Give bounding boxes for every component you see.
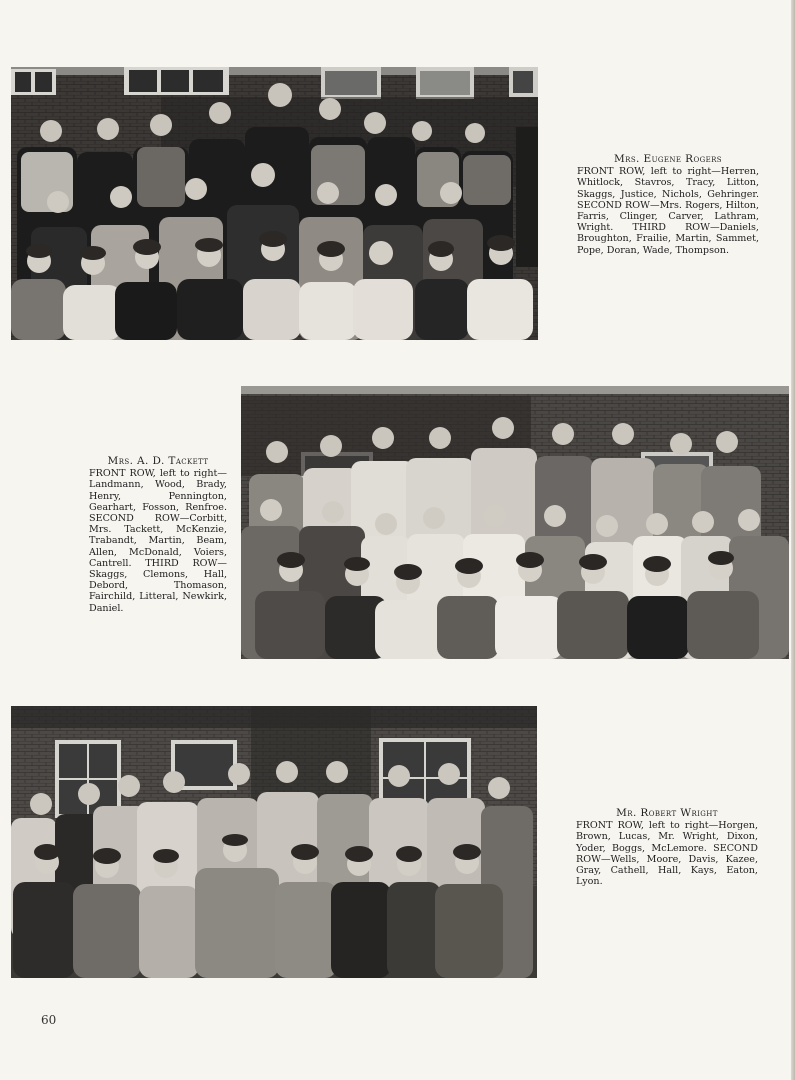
class-photo-rogers	[11, 67, 538, 340]
page-edge	[791, 0, 795, 1080]
roster-text-tackett: FRONT ROW, left to right—Landmann, Wood, Brady, Henry, Pennington, Gearhart, Fosson, Renfroe. SECOND ROW—Corbitt, Mrs. Tackett, McKenzie, Trabandt, Martin, Beam, Allen, McDonald, Voiers, Cantrell. THIRD ROW—Skaggs, Clemons, Hall, Debord, Thomason, Fairchild, Litteral, Newkirk, Daniel.	[89, 468, 227, 614]
caption-rogers	[577, 154, 759, 256]
class-photo-wright	[11, 706, 537, 978]
class-photo-wright-image	[11, 706, 537, 978]
caption-tackett	[89, 456, 227, 614]
roster-text-rogers: FRONT ROW, left to right—Herren, Whitlock, Stavros, Tracy, Litton, Skaggs, Justice, Nichols, Gehringer. SECOND ROW—Mrs. Rogers, Hilton, Farris, Clinger, Carver, Lathram, Wright. THIRD ROW—Daniels, Broughton, Frailie, Martin, Sammet, Pope, Doran, Wade, Thompson.	[577, 166, 759, 256]
class-photo-rogers-image	[11, 67, 538, 340]
class-photo-tackett-image	[241, 386, 789, 659]
page-number: 60	[41, 1013, 57, 1027]
teacher-name-rogers: Mrs. Eugene Rogers	[614, 153, 722, 165]
caption-wright	[576, 808, 758, 887]
teacher-name-tackett: Mrs. A. D. Tackett	[107, 455, 209, 467]
class-photo-tackett	[241, 386, 789, 659]
roster-text-wright: FRONT ROW, left to right—Horgen, Brown, Lucas, Mr. Wright, Dixon, Yoder, Boggs, McLemore. SECOND ROW—Wells, Moore, Davis, Kazee, Gray, Cathell, Hall, Kays, Eaton, Lyon.	[576, 820, 758, 888]
teacher-name-wright: Mr. Robert Wright	[616, 807, 718, 819]
